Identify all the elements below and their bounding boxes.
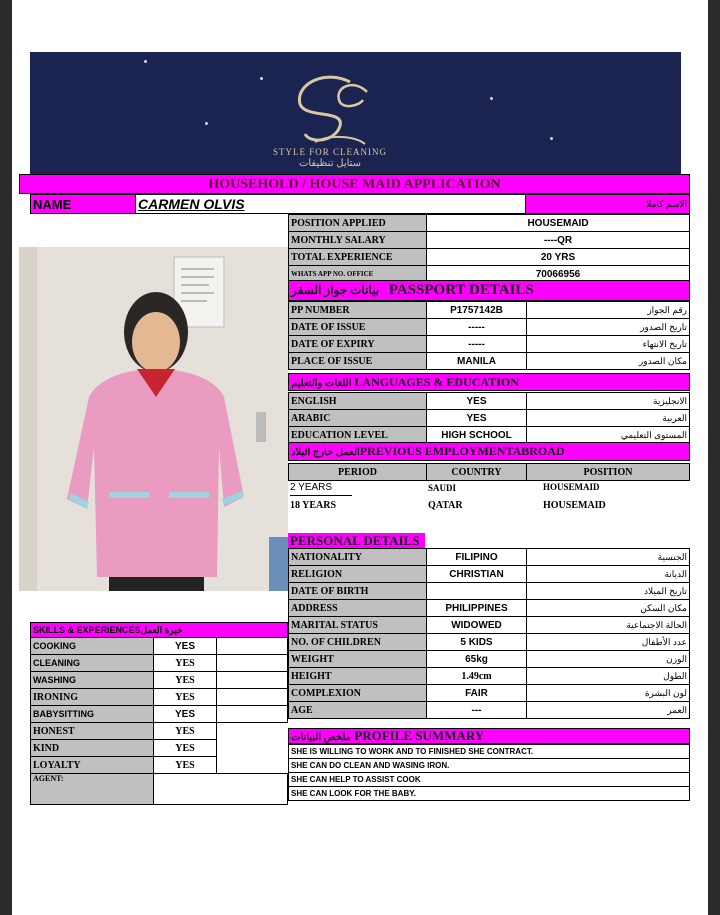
age-value: --- — [427, 702, 527, 719]
brand-name-ar: ستايل تنظيفات — [298, 158, 362, 169]
religion-value: CHRISTIAN — [427, 566, 527, 583]
profile-heading — [288, 728, 690, 744]
employment-heading-en: PREVIOUS EMPLOYMENTABROAD — [359, 444, 565, 458]
issue-place-label: PLACE OF ISSUE — [289, 353, 427, 370]
languages-heading-ar: اللغات والتعليم — [291, 378, 352, 389]
nationality-ar: الجنسية — [527, 549, 690, 566]
employment-country-2: QATAR — [428, 500, 463, 511]
whatsapp-value: 70066956 — [427, 266, 690, 283]
marital-label: MARITAL STATUS — [289, 617, 427, 634]
age-ar: العمر — [527, 702, 690, 719]
arabic-ar: العربية — [527, 410, 690, 427]
birth-date-value — [427, 583, 527, 600]
complexion-ar: لون البشرة — [527, 685, 690, 702]
passport-heading-ar: بيانات جواز السفر — [291, 283, 380, 297]
employment-table — [288, 463, 690, 481]
skill-value: YES — [154, 672, 217, 689]
skill-label: WASHING — [31, 672, 154, 689]
skills-table — [30, 622, 288, 805]
skill-value: YES — [154, 706, 217, 723]
skill-label: LOYALTY — [31, 757, 154, 774]
skill-value: YES — [154, 757, 217, 774]
skill-value: YES — [154, 655, 217, 672]
weight-label: WEIGHT — [289, 651, 427, 668]
candidate-photo — [19, 247, 288, 591]
whatsapp-label: WHATS APP NO. OFFICE — [289, 266, 427, 283]
brand-name-en: STYLE FOR CLEANING — [273, 147, 387, 157]
company-banner — [30, 52, 681, 174]
languages-heading-en: LANGUAGES & EDUCATION — [354, 375, 519, 389]
skill-label: COOKING — [31, 638, 154, 655]
expiry-date-label: DATE OF EXPIRY — [289, 336, 427, 353]
skills-heading-ar: خبرة العمل — [140, 624, 183, 635]
profile-line: SHE CAN LOOK FOR THE BABY. — [289, 787, 690, 801]
expiry-date-value: ----- — [427, 336, 527, 353]
birth-date-label: DATE OF BIRTH — [289, 583, 427, 600]
birth-date-ar: تاريخ الميلاد — [527, 583, 690, 600]
personal-heading: PERSONAL DETAILS — [288, 533, 425, 549]
nationality-value: FILIPINO — [427, 549, 527, 566]
address-label: ADDRESS — [289, 600, 427, 617]
education-ar: المستوى التعليمي — [527, 427, 690, 444]
name-row — [30, 194, 690, 214]
skill-label: BABYSITTING — [31, 706, 154, 723]
passport-heading — [288, 280, 690, 301]
education-value: HIGH SCHOOL — [427, 427, 527, 444]
children-ar: عدد الأطفال — [527, 634, 690, 651]
employment-heading-ar: العمل خارج البلاد — [291, 447, 360, 458]
address-value: PHILIPPINES — [427, 600, 527, 617]
skill-value: YES — [154, 638, 217, 655]
religion-ar: الديانة — [527, 566, 690, 583]
employment-position-1: HOUSEMAID — [543, 482, 600, 492]
complexion-value: FAIR — [427, 685, 527, 702]
name-label: NAME — [31, 195, 136, 214]
experience-label: TOTAL EXPERIENCE — [289, 249, 427, 266]
skills-heading-en: SKILLS & EXPERIENCES — [33, 624, 141, 635]
pp-number-ar: رقم الجواز — [527, 302, 690, 319]
form-title: HOUSEHOLD / HOUSE MAID APPLICATION — [19, 174, 690, 194]
marital-value: WIDOWED — [427, 617, 527, 634]
children-value: 5 KIDS — [427, 634, 527, 651]
position-value: HOUSEMAID — [427, 215, 690, 232]
skill-value: YES — [154, 740, 217, 757]
employment-position-2: HOUSEMAID — [543, 500, 606, 511]
age-label: AGE — [289, 702, 427, 719]
profile-heading-en: PROFILE SUMMARY — [354, 728, 485, 743]
height-value: 1.49cm — [427, 668, 527, 685]
pp-number-value: P1757142B — [427, 302, 527, 319]
skill-label: IRONING — [31, 689, 154, 706]
passport-heading-en: PASSPORT DETAILS — [388, 282, 534, 298]
employment-country-1: SAUDI — [428, 483, 457, 493]
experience-value: 20 YRS — [427, 249, 690, 266]
arabic-value: YES — [427, 410, 527, 427]
issue-place-value: MANILA — [427, 353, 527, 370]
children-label: NO. OF CHILDREN — [289, 634, 427, 651]
expiry-date-ar: تاريخ الانتهاء — [527, 336, 690, 353]
passport-table — [288, 301, 690, 370]
issue-date-label: DATE OF ISSUE — [289, 319, 427, 336]
complexion-label: COMPLEXION — [289, 685, 427, 702]
height-label: HEIGHT — [289, 668, 427, 685]
skill-value: YES — [154, 689, 217, 706]
salary-value: ----QR — [427, 232, 690, 249]
employment-period-2: 18 YEARS — [290, 500, 337, 511]
weight-ar: الوزن — [527, 651, 690, 668]
issue-date-ar: تاريخ الصدور — [527, 319, 690, 336]
issue-date-value: ----- — [427, 319, 527, 336]
arabic-label: ARABIC — [289, 410, 427, 427]
position-table — [288, 214, 690, 283]
issue-place-ar: مكان الصدور — [527, 353, 690, 370]
languages-heading — [288, 373, 690, 391]
marital-ar: الحالة الاجتماعية — [527, 617, 690, 634]
english-label: ENGLISH — [289, 393, 427, 410]
address-ar: مكان السكن — [527, 600, 690, 617]
skill-label: HONEST — [31, 723, 154, 740]
languages-table — [288, 392, 690, 444]
employment-period-1: 2 YEARS — [290, 482, 333, 493]
education-label: EDUCATION LEVEL — [289, 427, 427, 444]
name-value: CARMEN OLVIS — [136, 195, 526, 214]
profile-table — [288, 744, 690, 801]
skill-label: CLEANING — [31, 655, 154, 672]
english-ar: الانجليزية — [527, 393, 690, 410]
skill-value: YES — [154, 723, 217, 740]
period-header: PERIOD — [289, 464, 427, 481]
religion-label: RELIGION — [289, 566, 427, 583]
weight-value: 65kg — [427, 651, 527, 668]
nationality-label: NATIONALITY — [289, 549, 427, 566]
skill-label: KIND — [31, 740, 154, 757]
salary-label: MONTHLY SALARY — [289, 232, 427, 249]
position-label: POSITION APPLIED — [289, 215, 427, 232]
country-header: COUNTRY — [427, 464, 527, 481]
skills-heading — [31, 623, 288, 638]
english-value: YES — [427, 393, 527, 410]
height-ar: الطول — [527, 668, 690, 685]
pp-number-label: PP NUMBER — [289, 302, 427, 319]
position-header: POSITION — [527, 464, 690, 481]
agent-label: AGENT: — [31, 774, 154, 805]
personal-table — [288, 548, 690, 719]
name-label-ar: الاسم كاملا — [526, 195, 690, 214]
profile-heading-ar: ملخص البيانات — [291, 732, 352, 743]
employment-heading — [288, 442, 690, 461]
profile-line: SHE CAN DO CLEAN AND WASING IRON. — [289, 759, 690, 773]
profile-line: SHE CAN HELP TO ASSIST COOK — [289, 773, 690, 787]
agent-value — [154, 774, 288, 805]
profile-line: SHE IS WILLING TO WORK AND TO FINISHED SHE CONTRACT. — [289, 745, 690, 759]
